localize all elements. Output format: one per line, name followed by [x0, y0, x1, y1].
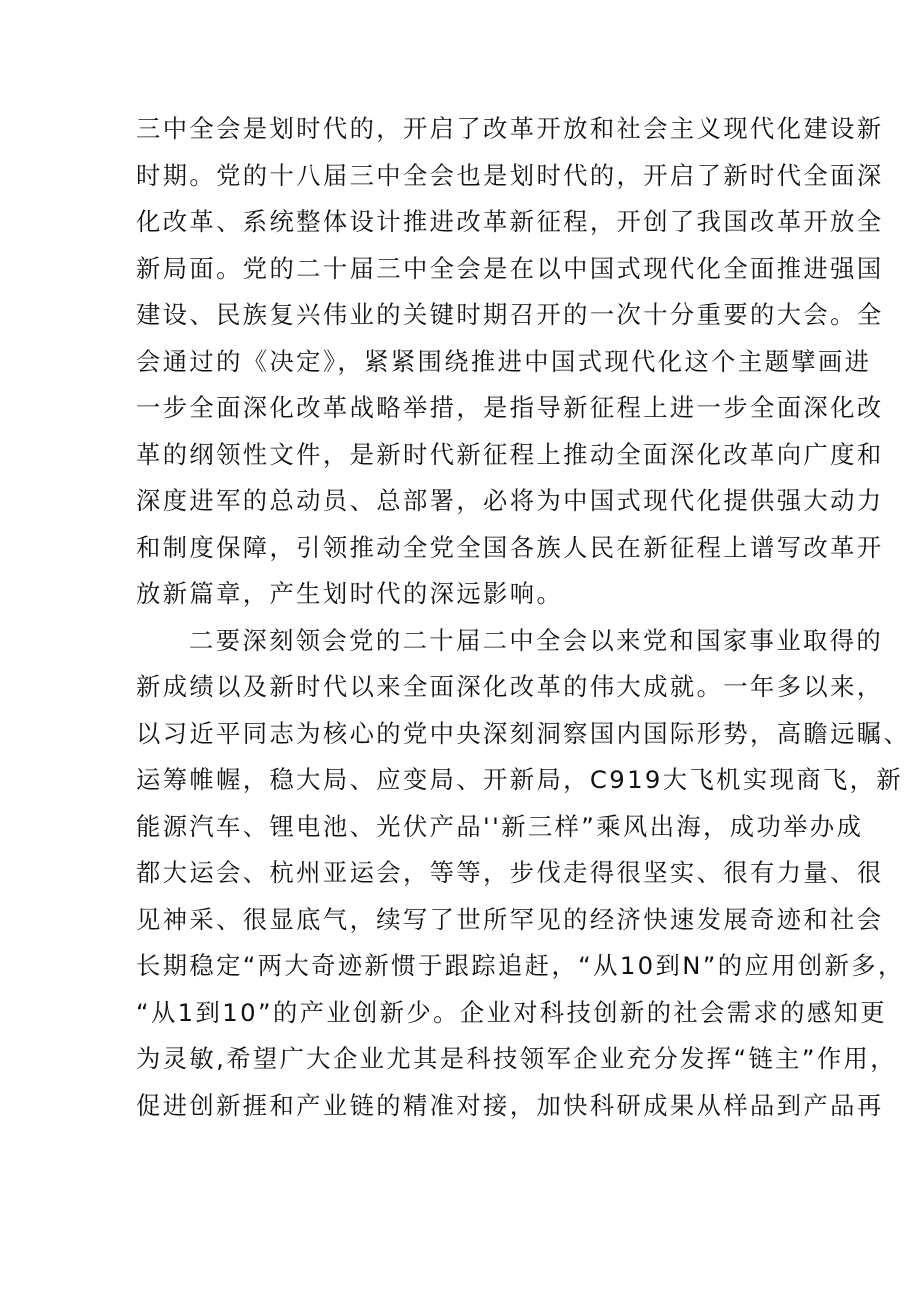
text-line: 时期。党的十八届三中全会也是划时代的，开启了新时代全面深 — [136, 160, 884, 190]
text-line: 长期稳定“两大奇迹新惯于跟踪追赶，“从10到N”的应用创新多， — [136, 951, 905, 980]
text-line: 会通过的《决定》，紧紧围绕推进中国式现代化这个主题擘画进 — [136, 346, 872, 376]
text-line: 见神采、很显底气，续写了世所罕见的经济快速发展奇迹和社会 — [136, 904, 884, 934]
text-line: 二要深刻领会党的二十届二中全会以来党和国家事业取得的 — [189, 625, 884, 655]
text-line: 以习近平同志为核心的党中央深刻洞察国内国际形势，高瞻远瞩、 — [136, 718, 911, 748]
text-line: 一步全面深化改革战略举措，是指导新征程上进一步全面深化改 — [136, 393, 884, 422]
text-line: “从1到10”的产业创新少。企业对科技创新的社会需求的感知更 — [136, 997, 887, 1027]
text-line: 和制度保障，引领推动全党全国各族人民在新征程上谱写改革开 — [136, 532, 884, 562]
text-line: 运筹帷幄，稳大局、应变局、开新局，C919大飞机实现商飞，新 — [136, 765, 904, 794]
text-line: 革的纲领性文件，是新时代新征程上推动全面深化改革向广度和 — [136, 439, 884, 469]
text-line: 都大运会、杭州亚运会，等等，步伐走得很坚实、很有力量、很 — [136, 858, 884, 887]
text-line: 化改革、系统整体设计推进改革新征程，开创了我国改革开放全 — [136, 207, 884, 236]
document-body — [136, 106, 911, 1129]
paragraph-2 — [136, 618, 911, 1130]
text-line: 三中全会是划时代的，开启了改革开放和社会主义现代化建设新 — [136, 114, 884, 143]
text-line: 建设、民族复兴伟业的关键时期召开的一次十分重要的大会。全 — [136, 300, 884, 329]
text-line: 促进创新捱和产业链的精准对接，加快科研成果从样品到产品再 — [136, 1090, 884, 1120]
text-line: 深度进军的总动员、总部署，必将为中国式现代化提供强大动力 — [136, 486, 884, 515]
text-line: 新局面。党的二十届三中全会是在以中国式现代化全面推进强国 — [136, 253, 884, 283]
text-line: 放新篇章，产生划时代的深远影响。 — [136, 579, 564, 608]
paragraph-1 — [136, 106, 884, 618]
text-line: 能源汽车、锂电池、光伏产品''新三样”乘风出海，成功举办成 — [136, 811, 864, 841]
text-line: 为灵敏,希望广大企业尤其是科技领军企业充分发挥“链主”作用， — [136, 1044, 897, 1073]
text-line: 新成绩以及新时代以来全面深化改革的伟大成就。一年多以来， — [136, 672, 884, 701]
